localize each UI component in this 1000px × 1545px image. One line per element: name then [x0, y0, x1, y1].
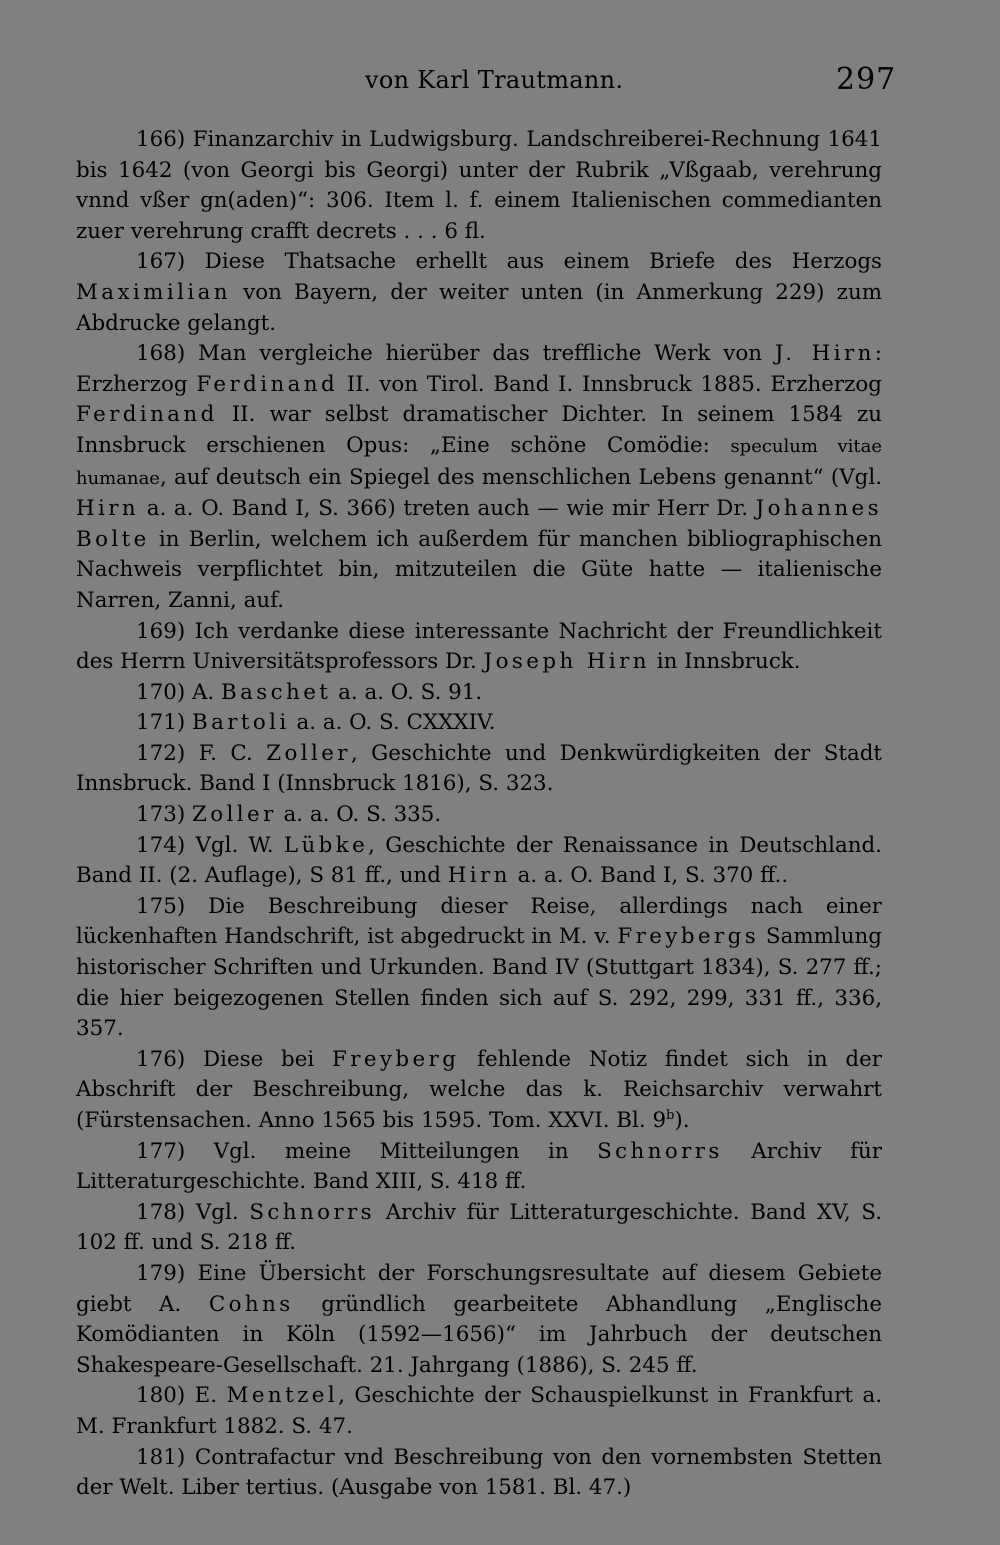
spaced-name: Freybergs	[617, 924, 760, 950]
footnote-text: : Erzherzog	[76, 341, 882, 397]
footnote-text: gründlich gearbeitete Abhandlung „Englische Komödianten in Köln (1592—1656)“ im Jahrbuch der deutschen Shakespeare-Gesellschaft. 21. Jahrgang (1886), S. 245 ff.	[76, 1291, 882, 1378]
spaced-name: Hirn	[447, 863, 511, 889]
footnote-text: 173)	[136, 802, 192, 828]
footnote-text: 177) Vgl. meine Mitteilungen in	[136, 1138, 598, 1164]
footnote-166	[76, 125, 882, 247]
footnote-181	[76, 1443, 882, 1504]
footnote-text: 170) A.	[136, 679, 222, 705]
footnote-text: 179) Eine Übersicht der Forschungsresultate auf diesem Gebiete giebt A.	[76, 1260, 882, 1317]
footnote-175	[76, 892, 882, 1045]
spaced-name: Schnorrs	[249, 1199, 376, 1225]
spaced-name: Zoller	[191, 802, 277, 828]
footnote-176	[76, 1045, 882, 1137]
footnote-text: , Geschichte der Schauspielkunst in Frankfurt a. M. Frankfurt 1882. S. 47.	[76, 1383, 882, 1439]
footnote-text: 176) Diese bei	[136, 1046, 332, 1072]
running-head	[0, 62, 1000, 102]
footnote-text: 175) Die Beschreibung dieser Reise, allerdings nach einer lückenhaften Handschrift, ist abgedruckt in M. v.	[76, 893, 882, 950]
spaced-name: Freyberg	[332, 1046, 460, 1072]
running-head-title: von Karl Trautmann.	[365, 66, 624, 94]
footnote-171	[76, 708, 882, 739]
spaced-name: Maximilian	[76, 279, 231, 305]
footnote-text: 171)	[136, 710, 192, 736]
footnote-177	[76, 1137, 882, 1198]
footnote-text: Sammlung historischer Schriften und Urkunden. Band IV (Stuttgart 1834), S. 277 ff.; die hier beigezogenen Stellen finden sich auf S. 292, 299, 331 ff., 336, 357.	[76, 924, 882, 1042]
footnote-text: a. a. O. Band I, S. 370 ff..	[510, 863, 789, 889]
footnote-text: in Innsbruck.	[649, 649, 801, 675]
spaced-name: Joseph Hirn	[483, 649, 650, 675]
footnote-text: 180) E.	[136, 1383, 227, 1409]
footnote-text: II. von Tirol. Band I. Innsbruck 1885. Erzherzog	[338, 371, 882, 397]
footnote-text: 167) Diese Thatsache erhellt aus einem Briefe des Herzogs	[136, 249, 882, 275]
spaced-name: Baschet	[221, 679, 332, 705]
spaced-name: Hirn	[76, 496, 140, 522]
footnote-text: von Bayern, der weiter unten (in Anmerkung 229) zum Abdrucke gelangt.	[76, 279, 882, 336]
footnote-text: fehlende Notiz findet sich in der Abschrift der Beschreibung, welche das k. Reichsarchiv verwahrt (Fürstensachen. Anno 1565 bis 1595. Tom. XXVI. Bl. 9	[76, 1046, 882, 1133]
footnote-text: 172) F. C.	[136, 740, 267, 766]
footnote-text: 174) Vgl. W.	[136, 832, 284, 858]
spaced-name: Zoller	[266, 740, 351, 766]
spaced-name: Lübke	[283, 832, 369, 858]
spaced-name: Johannes Bolte	[76, 496, 882, 552]
footnote-text: , Geschichte und Denkwürdigkeiten der Stadt Innsbruck. Band I (Innsbruck 1816), S. 323.	[76, 740, 882, 797]
page-number: 297	[836, 62, 897, 97]
footnote-text: , Geschichte der Renaissance in Deutschland. Band II. (2. Auflage), S 81 ff., und	[76, 832, 882, 889]
footnote-text: a. a. O. S. 335.	[276, 802, 442, 828]
footnote-text: 178) Vgl.	[136, 1199, 250, 1225]
footnote-text: a. a. O. Band I, S. 366) treten auch — wie mir Herr Dr.	[139, 496, 756, 522]
spaced-name: Bartoli	[191, 710, 290, 736]
footnote-text: 166) Finanzarchiv in Ludwigsburg. Landschreiberei-Rechnung 1641 bis 1642 (von Georgi bis Georgi) unter der Rubrik „Vßgaab, verehrung vnnd vßer gn(aden)“: 306. Item l. f. einem Italienischen commedianten zuer verehrung crafft decrets . . . 6 fl.	[76, 127, 882, 244]
footnote-text: 181) Contrafactur vnd Beschreibung von den vornembsten Stetten der Welt. Liber tertius. (Ausgabe von 1581. Bl. 47.)	[76, 1444, 882, 1501]
footnote-173	[76, 800, 882, 831]
footnote-text: Archiv für Litteraturgeschichte. Band XIII, S. 418 ff.	[76, 1138, 883, 1195]
footnote-text: 168) Man vergleiche hierüber das treffliche Werk von	[136, 341, 775, 367]
spaced-name: Mentzel	[226, 1383, 339, 1409]
footnote-text: Archiv für Litteraturgeschichte. Band XV, S. 102 ff. und S. 218 ff.	[76, 1199, 882, 1256]
footnote-text: 169) Ich verdanke diese interessante Nachricht der Freundlichkeit des Herrn Universitätsprofessors Dr.	[76, 618, 882, 675]
footnote-174	[76, 831, 882, 892]
spaced-name: Cohns	[208, 1291, 294, 1317]
footnote-text: in Berlin, welchem ich außerdem für manchen bibliographischen Nachweis verpflichtet bin, mitzuteilen die Güte hatte — italienische Narren, Zanni, auf.	[76, 526, 882, 613]
footnote-169	[76, 617, 882, 678]
footnote-text: ).	[674, 1108, 690, 1133]
footnote-179	[76, 1259, 882, 1381]
footnote-167	[76, 247, 882, 339]
footnote-172	[76, 739, 882, 800]
footnotes-body	[76, 125, 882, 1504]
footnote-178	[76, 1198, 882, 1259]
footnote-180	[76, 1381, 882, 1442]
footnote-text: a. a. O. S. CXXXIV.	[289, 710, 496, 736]
latin-phrase: speculum vitae humanae	[76, 435, 882, 489]
spaced-name: Schnorrs	[597, 1138, 723, 1164]
footnote-168	[76, 339, 882, 616]
footnote-text: , auf deutsch ein Spiegel des menschlichen Lebens genannt“ (Vgl.	[159, 464, 882, 490]
footnote-170	[76, 678, 882, 709]
superscript: b	[666, 1107, 675, 1123]
spaced-name: J. Hirn	[774, 341, 875, 367]
footnote-text: a. a. O. S. 91.	[331, 679, 483, 705]
spaced-name: Ferdinand	[196, 371, 339, 397]
spaced-name: Ferdinand	[76, 402, 218, 428]
footnote-text: II. war selbst dramatischer Dichter. In seinem 1584 zu Innsbruck erschienen Opus: „Eine schöne Comödie:	[76, 402, 882, 458]
